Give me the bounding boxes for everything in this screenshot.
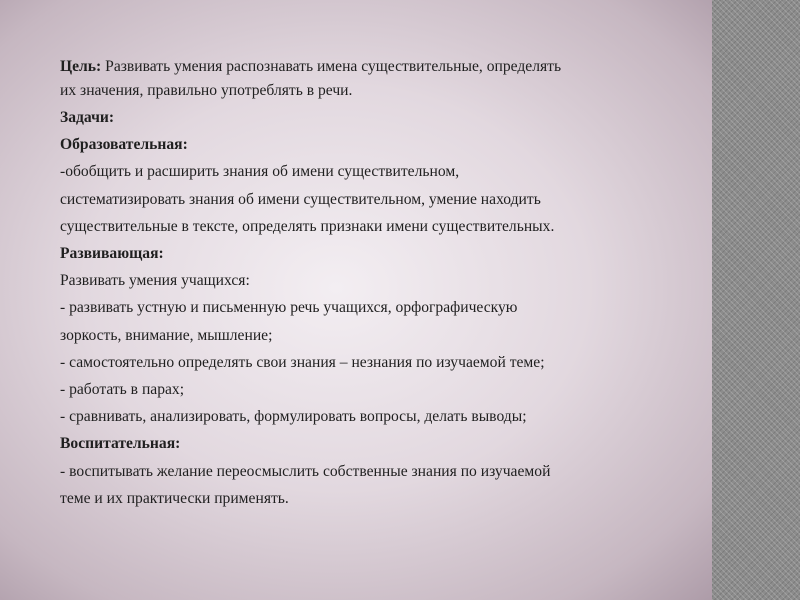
- developing-line: Развивать умения учащихся:: [60, 272, 250, 290]
- goal-label: Цель:: [60, 58, 102, 75]
- educational-heading: Образовательная:: [60, 136, 188, 154]
- upbringing-line: теме и их практически применять.: [60, 489, 289, 507]
- educational-line: систематизировать знания об имени существительном, умение находить: [60, 190, 541, 208]
- decorative-side-strip: [712, 0, 800, 600]
- goal-line: [60, 55, 705, 78]
- educational-line: существительные в тексте, определять признаки имени существительных.: [60, 217, 555, 235]
- developing-line: - развивать устную и письменную речь учащихся, орфографическую: [60, 299, 518, 317]
- educational-line: -обобщить и расширить знания об имени существительном,: [60, 163, 460, 181]
- developing-line: - сравнивать, анализировать, формулировать вопросы, делать выводы;: [60, 408, 527, 426]
- upbringing-line: - воспитывать желание переосмыслить собственные знания по изучаемой: [60, 462, 551, 480]
- slide-content: [60, 55, 705, 512]
- developing-heading: Развивающая:: [60, 245, 164, 263]
- developing-line: зоркость, внимание, мышление;: [60, 326, 273, 344]
- tasks-heading: Задачи:: [60, 109, 115, 126]
- goal-text: Развивать умения распознавать имена существительные, определять: [101, 58, 562, 75]
- developing-line: - работать в парах;: [60, 381, 185, 399]
- developing-line: - самостоятельно определять свои знания – незнания по изучаемой теме;: [60, 353, 545, 371]
- upbringing-heading: Воспитательная:: [60, 435, 181, 453]
- goal-text-continued: их значения, правильно употреблять в речи.: [60, 82, 353, 99]
